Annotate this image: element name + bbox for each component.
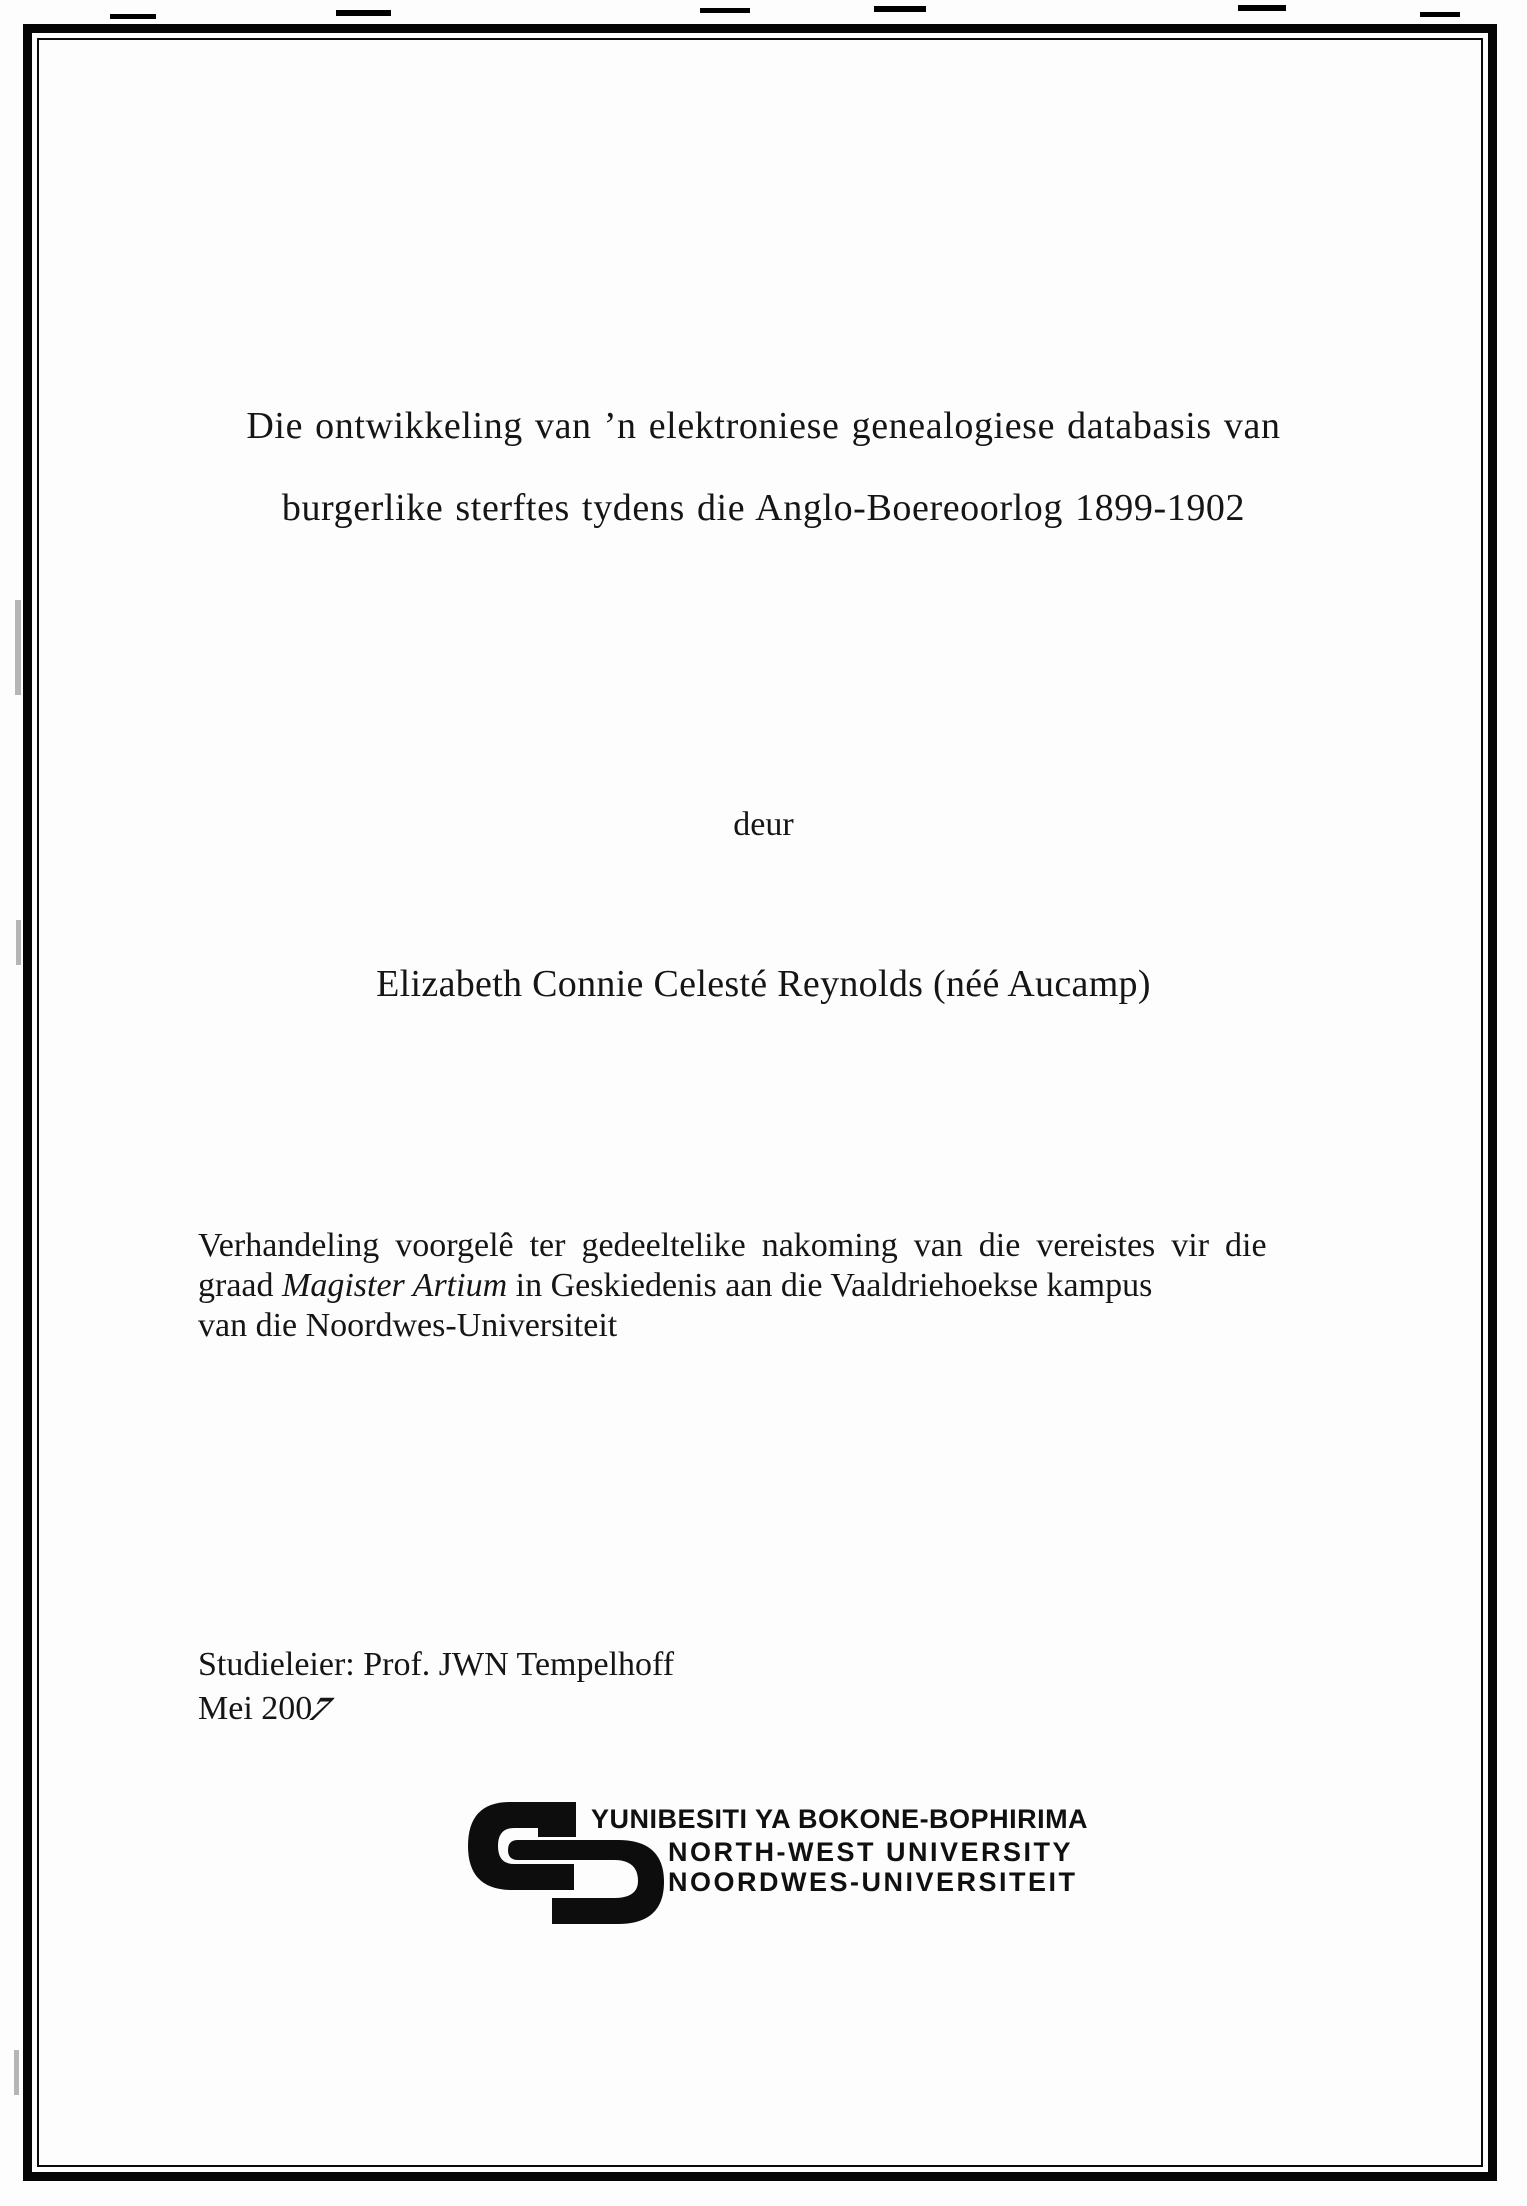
- scan-speck: [874, 6, 926, 12]
- logo-line-1: YUNIBESITI YA BOKONE-BOPHIRIMA: [591, 1804, 1089, 1834]
- statement-line-1: Verhandeling voorgelê ter gedeeltelike nakoming van die vereistes vir die: [198, 1227, 1267, 1264]
- statement-line-3: van die Noordwes-Universiteit: [198, 1307, 618, 1344]
- statement-line-2: [198, 1266, 1350, 1306]
- scan-speck: [110, 14, 156, 19]
- date-digit: 7: [301, 1691, 340, 1728]
- scan-speck: [336, 10, 391, 16]
- date-prefix: Mei 200: [198, 1690, 313, 1727]
- statement-line-2-suffix: in Geskiedenis aan die Vaaldriehoekse kampus: [507, 1267, 1153, 1304]
- scan-speck: [1238, 5, 1286, 11]
- scan-speck: [1420, 12, 1460, 17]
- degree-name-italic: Magister Artium: [282, 1267, 508, 1304]
- logo-line-2: NORTH-WEST UNIVERSITY: [668, 1837, 1074, 1867]
- supervisor-line: Studieleier: Prof. JWN Tempelhoff: [198, 1646, 675, 1683]
- title-line-1: Die ontwikkeling van ’n elektroniese genealogiese databasis van: [246, 405, 1281, 447]
- byline-deur: deur: [733, 806, 794, 843]
- statement-line-2-prefix: graad: [198, 1267, 283, 1304]
- thesis-statement: [198, 1226, 1350, 1346]
- author-name: Elizabeth Connie Celesté Reynolds (néé Aucamp): [376, 963, 1151, 1005]
- logo-line-3: NOORDWES-UNIVERSITEIT: [668, 1867, 1078, 1897]
- scan-speck: [14, 2050, 19, 2095]
- title-line-2: burgerlike sterftes tydens die Anglo-Boereoorlog 1899-1902: [281, 487, 1246, 529]
- scan-speck: [16, 920, 21, 965]
- scan-speck: [15, 600, 21, 695]
- date-line: [198, 1690, 340, 1728]
- scan-speck: [700, 8, 750, 13]
